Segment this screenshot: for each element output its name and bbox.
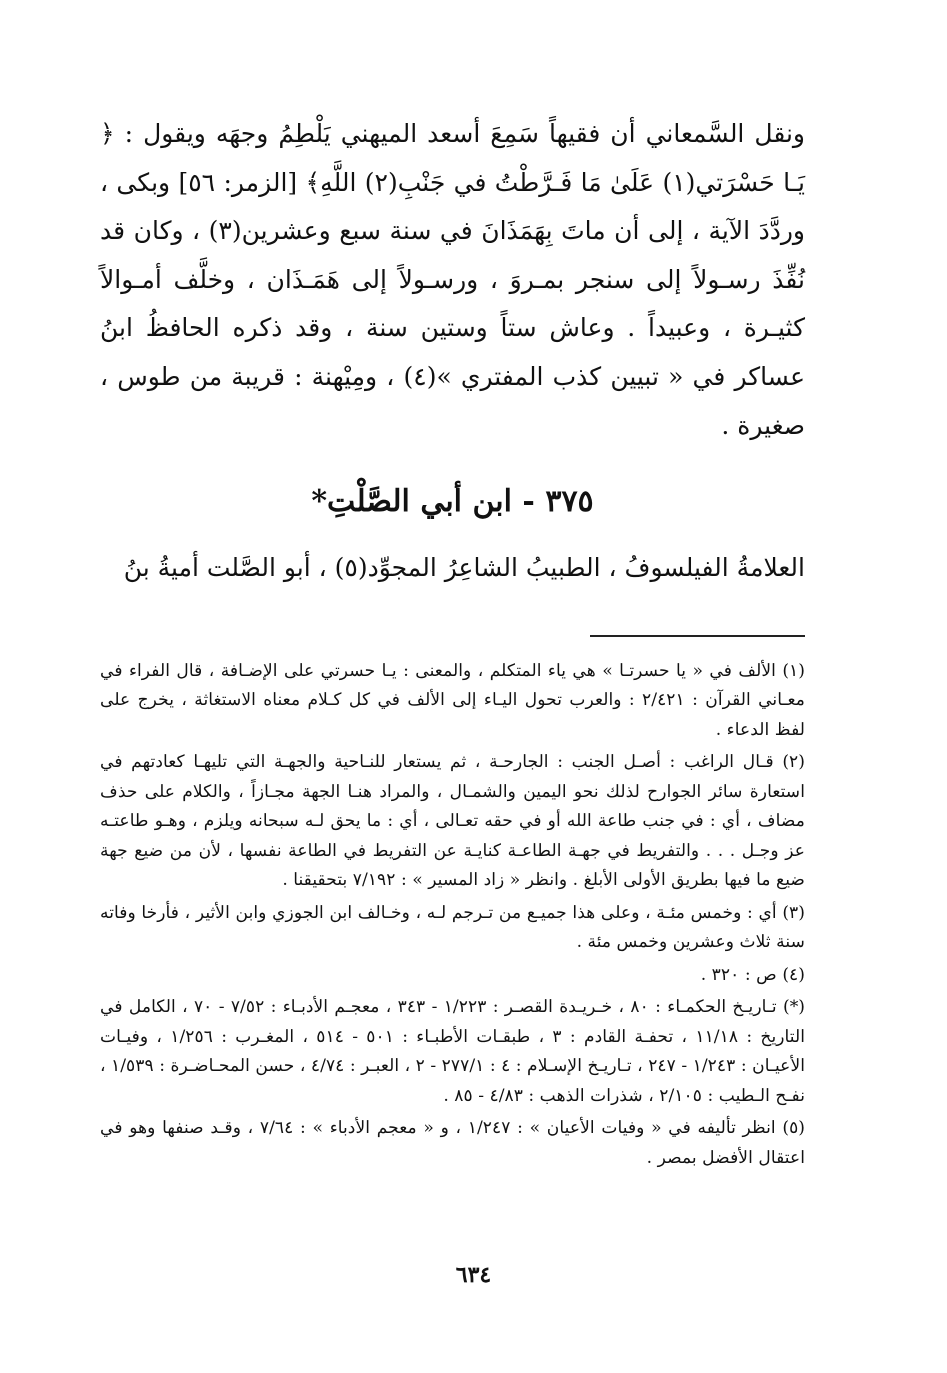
main-text-block <box>100 110 805 450</box>
page-number: ٦٣٤ <box>455 1262 492 1288</box>
main-paragraph: ونقل السَّمعاني أن فقيهاً سَمِعَ أسعد الميهني يَلْطِمُ وجهَه ويقول : ﴿ يَـا حَسْرَتي(١) عَلَىٰ مَا فَـرَّطْتُ في جَنْبِ(٢) اللَّهِ﴾ [الزمر: ٥٦] وبكى ، وردَّدَ الآية ، إلى أن ماتَ بِهَمَذَانَ في سنة سبع وعشرين(٣) ، وكان قد نُفِّذَ رسـولاً إلى سنجر بمـروَ ، ورسـولاً إلى هَمَـذَان ، وخلَّف أمـوالاً كثيـرة ، وعبيداً . وعاش ستاً وستين سنة ، وقد ذكره الحافظُ ابنُ عساكر في « تبيين كذب المفتري »(٤) ، ومِيْهنة : قريبة من طوس ، صغيرة . <box>100 119 806 440</box>
footnote-divider <box>590 635 805 637</box>
footnote-sources: (*) تـاريـخ الحكمـاء : ٨٠ ، خـريـدة القصـر : ١/٢٢٣ - ٣٤٣ ، معجـم الأدبـاء : ٧/٥٢ - ٧٠ ، الكامل في التاريخ : ١١/١٨ ، تحفـة القادم : ٣ ، طبقـات الأطبـاء : ٥٠١ - ٥١٤ ، المغـرب : ١/٢٥٦ ، وفيـات الأعيـان : ١/٢٤٣ - ٢٤٧ ، تـاريـخ الإسـلام : ٤ : ٢٧٧/١ - ٢ ، العبـر : ٤/٧٤ ، حسن المحـاضـرة : ١/٥٣٩ ، نفـح الـطيب : ٢/١٠٥ ، شذرات الذهب : ٤/٨٣ - ٨٥ . <box>100 997 806 1106</box>
entry-heading: ٣٧٥ - ابن أبي الصَّلْتِ* <box>311 484 594 520</box>
footnote-5: (٥) انظر تأليفه في « وفيات الأعيان » : ١/٢٤٧ ، و « معجم الأدباء » : ٧/٦٤ ، وقـد صنفها وهو في اعتقال الأفضل بمصر . <box>100 1118 806 1168</box>
footnote-4: (٤) ص : ٣٢٠ . <box>700 964 805 985</box>
footnote-3: (٣) أي : وخمس مئـة ، وعلى هذا جميـع من تـرجم لـه ، وخـالف ابن الجوزي وابن الأثير ، فأرخا وفاته سنة ثلاث وعشرين وخمس مئة . <box>100 902 805 953</box>
footnote-2: (٢) قـال الراغب : أصـل الجنب : الجارحـة ، ثم يستعار للنـاحية والجهـة التي تليهـا كعادتهم في استعارة سائر الجوارح لذلك نحو اليمين والشمـال ، والمراد هنـا الجهة مجـازاً ، والكلام على حذف مضاف ، أي : في جنب طاعة الله أو في حقه تعـالى ، أي : ما يحق لـه سبحانه ويلزم ، وهـو طاعتـه عز وجـل . . . والتفريط في جهـة الطاعـة كنايـة عن التفريط في الطاعة نفسها ، لأن من ضيع جهة ضيع ما فيها بطريق الأولى الأبلغ . وانظر « زاد المسير » : ٧/١٩٢ بتحقيقنا . <box>100 752 805 891</box>
book-page <box>100 110 805 1176</box>
footnote-1: (١) الألف في « يا حسرتـا » هي ياء المتكلم ، والمعنى : يـا حسرتي على الإضـافة ، قال الفراء في معـاني القرآن : ٢/٤٢١ : والعرب تحول اليـاء إلى الألف في كل كـلام معناه الاستغاثة ، يخرج على لفظ الدعاء . <box>100 660 805 740</box>
footnotes-section <box>100 657 805 1174</box>
entry-intro-line: العلامةُ الفيلسوفُ ، الطبيبُ الشاعِرُ المجوِّد(٥) ، أبو الصَّلت أميةُ بنُ <box>123 553 805 583</box>
entry-intro-block <box>100 544 805 593</box>
